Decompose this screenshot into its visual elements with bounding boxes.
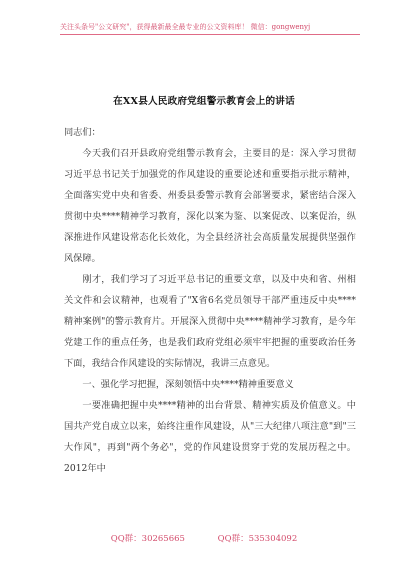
footer-qq-group-2: QQ群：535304092 — [217, 534, 298, 544]
paragraph: 刚才，我们学习了习近平总书记的重要文章，以及中央和省、州相关文件和会议精神，也观看了"X省6名党员领导干部严重违反中央****精神案例"的警示教育片。开展深入贯彻中央****精神学习教育，是今年党建工作的重点任务，也是我们政府党组必须牢牢把握的重要政治任务下面，我结合作风建设的实际情况，我讲三点意见。 — [64, 274, 356, 369]
paragraph: 一要准确把握中央****精神的出台背景、精神实质及价值意义。中国共产党自成立以来，始终注重作风建设，从"三大纪律八项注意"到"三大作风"，再到"两个务必"，党的作风建设贯穿于党的发展历程之中。2012年中 — [64, 400, 356, 474]
footer-qq-group-1: QQ群：30265665 — [110, 534, 185, 544]
header-divider — [60, 34, 360, 35]
section-heading: 一、强化学习把握，深刻领悟中央****精神重要意义 — [82, 379, 294, 390]
document-title: 在XX县人民政府党组警示教育会上的讲话 — [113, 96, 295, 107]
page-header — [0, 0, 408, 64]
page-footer — [0, 532, 408, 544]
paragraph: 今天我们召开县政府党组警示教育会，主要目的是：深入学习贯彻习近平总书记关于加强党的作风建设的重要论述和重要指示批示精神，全面落实党中央和省委、州委县委警示教育会部署要求，紧密结合深入贯彻中央****精神学习教育，深化以案为鉴、以案促改、以案促治，纵深推进作风建设常态化长效化，为全县经济社会高质量发展提供坚强作风保障。 — [64, 148, 356, 264]
header-notice: 关注头条号"公文研究"，获得最新最全最专业的公文资料库！ 微信：gongwenyj — [60, 23, 311, 31]
salutation: 同志们： — [64, 127, 101, 138]
document-body — [64, 120, 356, 479]
